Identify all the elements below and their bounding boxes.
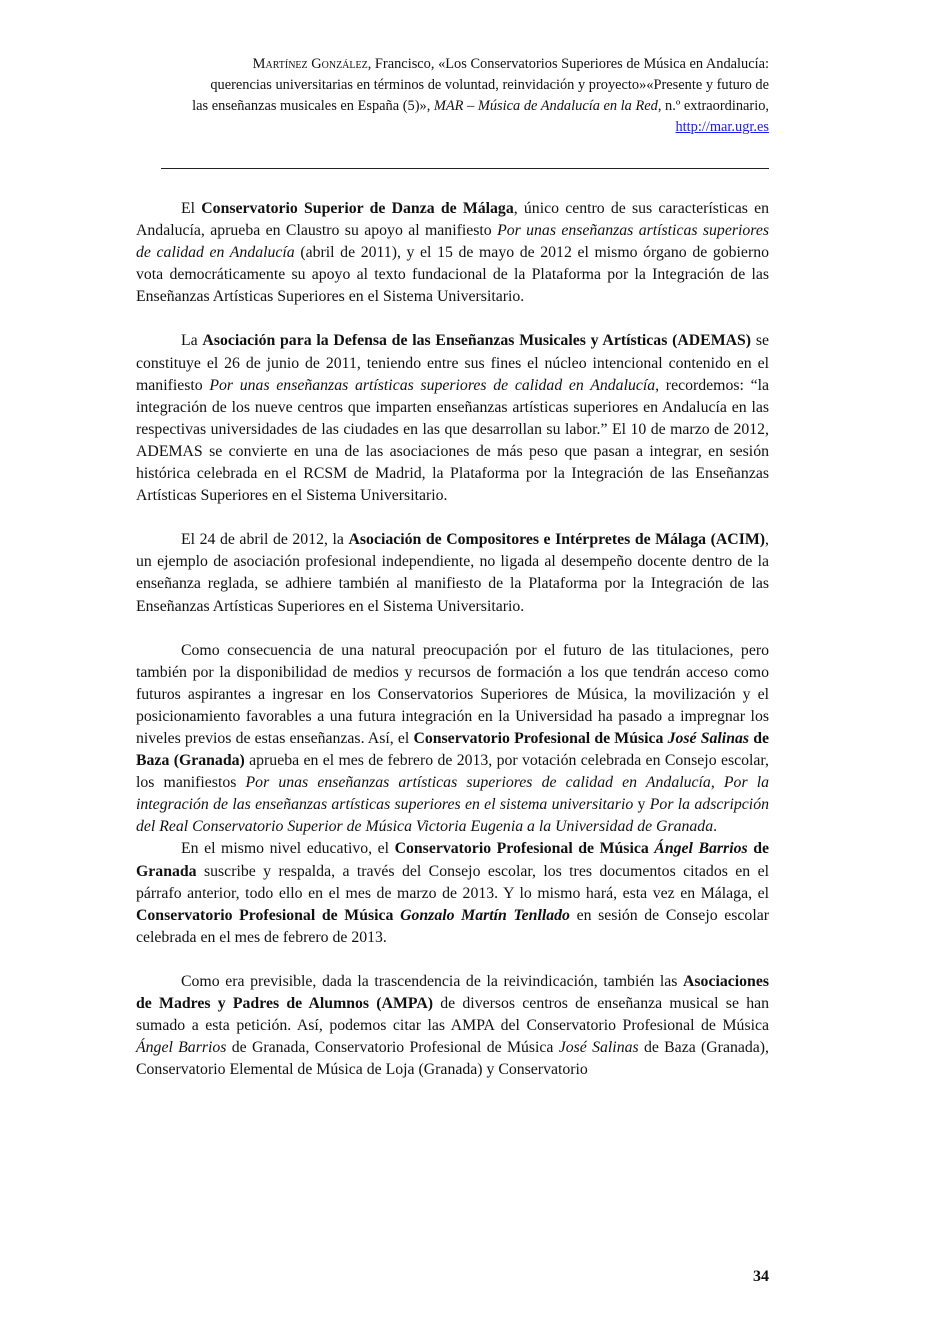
paragraph-3 <box>136 529 769 617</box>
italic-text: Ángel Barrios <box>136 1039 227 1057</box>
text: se constituye el 26 de junio de 2011, teniendo entre sus fines el núcleo intencional contenido en el manifiesto <box>136 332 769 394</box>
author-surname: Martínez González <box>252 56 368 72</box>
bold-text: Asociación para la Defensa de las Enseñanzas Musicales y Artísticas (ADEMAS) <box>202 332 752 350</box>
bold-text: Asociaciones de Madres y Padres de Alumnos (AMPA) <box>136 972 769 1012</box>
journal-url-link[interactable]: http://mar.ugr.es <box>675 119 769 135</box>
citation-text: , Francisco, «Los Conservatorios Superiores de Música en Andalucía: <box>367 56 769 72</box>
bold-italic-text: Gonzalo Martín Tenllado <box>400 906 570 924</box>
bold-text: de Baza (Granada) <box>136 729 769 770</box>
text: aprueba en el mes de febrero de 2013, por votación celebrada en Consejo escolar, los manifiestos <box>136 752 769 792</box>
header-divider <box>161 168 769 169</box>
text: , <box>710 774 724 792</box>
italic-title: Por la adscripción del Real Conservatorio Superior de Música Victoria Eugenia a la Universidad de Granada <box>136 796 769 836</box>
citation-line-4 <box>150 117 769 138</box>
citation-line-1 <box>150 54 769 75</box>
italic-title: Por la integración de las enseñanzas artísticas superiores en el sistema universitario <box>136 774 769 814</box>
bold-text: Conservatorio Profesional de Música <box>136 906 401 924</box>
paragraph-5 <box>136 838 769 948</box>
text: En el mismo nivel educativo, el <box>181 840 395 858</box>
bold-text: Conservatorio Profesional de Música <box>394 840 655 858</box>
paragraph-2 <box>136 330 769 507</box>
article-body <box>136 198 769 1081</box>
paragraph-1 <box>136 198 769 308</box>
text: de Granada, Conservatorio Profesional de Música <box>226 1039 559 1057</box>
running-header <box>150 54 769 138</box>
text: , recordemos: “la integración de los nueve centros que imparten enseñanzas artísticas superiores en Andalucía en las respectivas universidades de las ciudades en las que desarrollan su labor.” El 10 de marzo de 2012, ADEMAS se convierte en una de las asociaciones de más peso que pasan a integrar, en sesión histórica celebrada en el RCSM de Madrid, la Plataforma por la Integración de las Enseñanzas Artísticas Superiores en el Sistema Universitario. <box>136 376 769 505</box>
page-number: 34 <box>753 1268 769 1285</box>
citation-text: , n.º extraordinario, <box>657 98 769 114</box>
citation-line-2: querencias universitarias en términos de voluntad, reinvidación y proyecto»«Presente y futuro de <box>210 77 769 93</box>
text: y <box>633 796 650 814</box>
paragraph-6 <box>136 971 769 1081</box>
text: El <box>181 200 202 217</box>
text: Como era previsible, dada la trascendencia de la reivindicación, también las <box>181 972 683 990</box>
text: de Baza (Granada), Conservatorio Elemental de Música de Loja (Granada) y Conservatorio <box>136 1039 769 1079</box>
text: La <box>181 332 203 350</box>
citation-text: las enseñanzas musicales en España (5)», <box>192 98 434 114</box>
bold-text: Conservatorio Superior de Danza de Málaga <box>201 200 514 217</box>
text: suscribe y respalda, a través del Consejo escolar, los tres documentos citados en el párrafo anterior, todo ello en el mes de marzo de 2013. Y lo mismo hará, esta vez en Málaga, el <box>136 862 769 902</box>
bold-italic-text: José Salinas <box>667 729 750 747</box>
text: de diversos centros de enseñanza musical se han sumado a esta petición. Así, podemos citar las AMPA del Conservatorio Profesional de Música <box>136 995 769 1035</box>
italic-text: José Salinas <box>558 1039 639 1057</box>
bold-text: de Granada <box>136 840 769 880</box>
paragraph-4 <box>136 640 769 839</box>
text: . <box>713 818 718 836</box>
text: , único centro de sus características en Andalucía, aprueba en Claustro su apoyo al manifiesto <box>136 200 769 240</box>
bold-text: Asociación de Compositores e Intérpretes de Málaga (ACIM) <box>348 531 766 549</box>
text: , un ejemplo de asociación profesional independiente, no ligada al desempeño docente dentro de la enseñanza reglada, se adhiere también al manifiesto de la Plataforma por la Integración de las Enseñanzas Artísticas Superiores en el Sistema Universitario. <box>136 531 769 615</box>
bold-text: Conservatorio Profesional de Música <box>413 729 668 747</box>
bold-italic-text: Ángel Barrios <box>654 840 748 858</box>
text: en sesión de Consejo escolar celebrada en el mes de febrero de 2013. <box>136 906 769 946</box>
journal-title: MAR – Música de Andalucía en la Red <box>433 98 658 114</box>
text: El 24 de abril de 2012, la <box>181 531 349 549</box>
citation-line-3 <box>150 96 769 117</box>
italic-title: Por unas enseñanzas artísticas superiores de calidad en Andalucía <box>245 774 711 792</box>
italic-title: Por unas enseñanzas artísticas superiores de calidad en Andalucía <box>209 376 656 394</box>
italic-title: Por unas enseñanzas artísticas superiores de calidad en Andalucía <box>136 222 769 262</box>
text: (abril de 2011), y el 15 de mayo de 2012 el mismo órgano de gobierno vota democráticamente su apoyo al texto fundacional de la Plataforma por la Integración de las Enseñanzas Artísticas Superiores en el Sistema Universitario. <box>136 244 770 306</box>
text: Como consecuencia de una natural preocupación por el futuro de las titulaciones, pero también por la disponibilidad de medios y recursos de formación a los que tendrán acceso como futuros aspirantes a ingresar en los Conservatorios Superiores de Música, la movilización y el posicionamiento favorables a una futura integración en la Universidad ha pasado a impregnar los niveles previos de estas enseñanzas. Así, el <box>136 641 769 747</box>
